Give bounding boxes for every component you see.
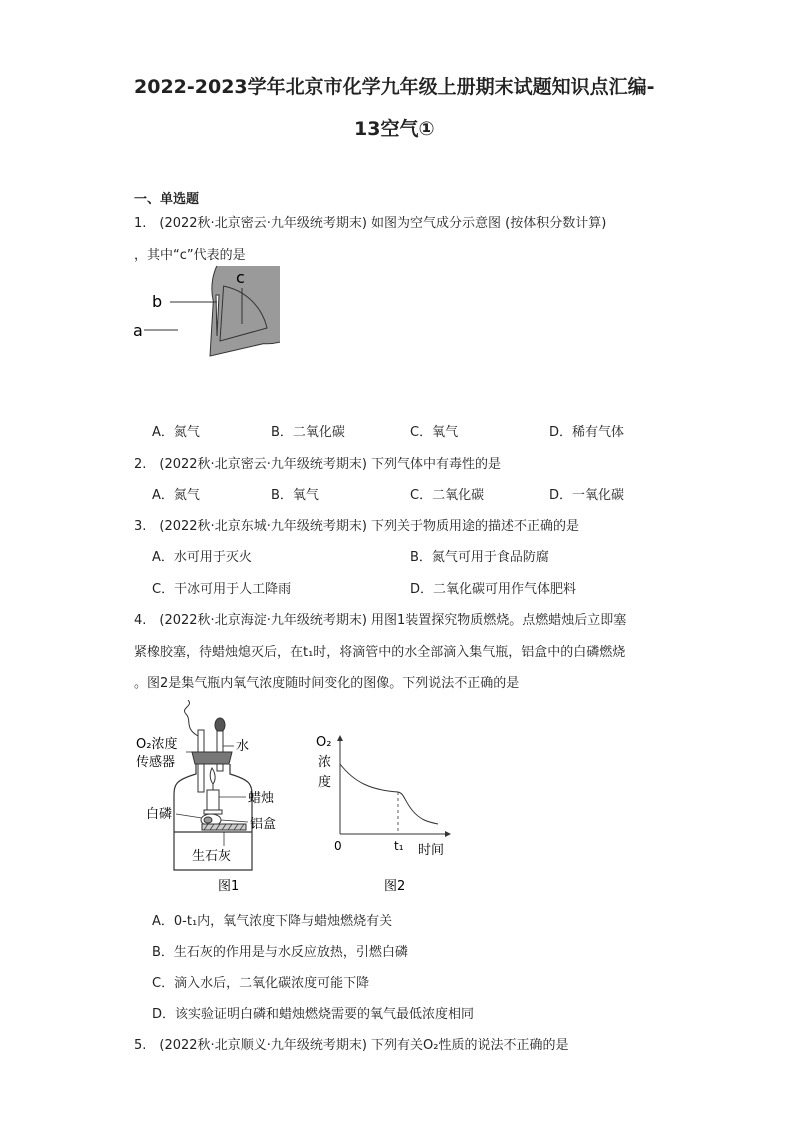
- y-label-du: 度: [318, 775, 332, 790]
- q2-option-a[interactable]: A．氮气: [152, 488, 200, 503]
- q4-option-d[interactable]: D．该实验证明白磷和蜡烛燃烧需要的氧气最低浓度相同: [152, 1007, 475, 1022]
- page-title-line1: 2022-2023学年北京市化学九年级上册期末试题知识点汇编-: [134, 76, 655, 98]
- page-title-line2: 13空气①: [354, 118, 435, 140]
- candle-base: [204, 810, 222, 814]
- q3-option-b[interactable]: B．氮气可用于食品防腐: [410, 550, 549, 565]
- q4-stem-line2: 紧橡胶塞，待蜡烛熄灭后，在t₁时，将滴管中的水全部滴入集气瓶，铝盒中的白磷燃烧: [134, 645, 626, 660]
- sensor-wire: [184, 700, 198, 736]
- q3-option-a[interactable]: A．水可用于灭火: [152, 550, 252, 565]
- label-sensor-line1: O₂浓度: [136, 737, 178, 752]
- dropper-bulb: [215, 718, 225, 732]
- q4-stem-line1: 4. (2022秋·北京海淀·九年级统考期末) 用图1装置探究物质燃烧。点燃蜡烛后立即塞: [134, 613, 627, 628]
- q4-option-b[interactable]: B．生石灰的作用是与水反应放热，引燃白磷: [152, 945, 408, 960]
- label-sensor-line2: 传感器: [136, 755, 176, 770]
- t1-label: t₁: [394, 839, 404, 853]
- q3-option-c[interactable]: C．干冰可用于人工降雨: [152, 582, 292, 597]
- q4-stem-line3: 。图2是集气瓶内氧气浓度随时间变化的图像。下列说法不正确的是: [134, 676, 520, 691]
- label-aluminium-box: 铝盒: [250, 817, 277, 832]
- pie-label-a: a: [133, 321, 143, 340]
- q1-stem-line1: 1. (2022秋·北京密云·九年级统考期末) 如图为空气成分示意图 (按体积分数计算): [134, 216, 607, 231]
- dropper-tube: [217, 731, 223, 771]
- q4-figure2-graph: [312, 730, 452, 896]
- q4-figure1-apparatus: [136, 700, 286, 898]
- q1-option-d[interactable]: D．稀有气体: [549, 425, 625, 440]
- q2-stem: 2. (2022秋·北京密云·九年级统考期末) 下列气体中有毒性的是: [134, 457, 502, 472]
- o2-concentration-curve: [340, 764, 438, 824]
- candle-body: [207, 790, 219, 810]
- q3-stem: 3. (2022秋·北京东城·九年级统考期末) 下列关于物质用途的描述不正确的是: [134, 519, 580, 534]
- label-quicklime: 生石灰: [192, 849, 232, 864]
- figure2-caption: 图2: [384, 879, 406, 894]
- q4-option-c[interactable]: C．滴入水后，二氧化碳浓度可能下降: [152, 976, 370, 991]
- y-label-nong: 浓: [318, 755, 332, 770]
- label-water: 水: [236, 739, 250, 754]
- q2-option-d[interactable]: D．一氧化碳: [549, 488, 625, 503]
- white-phosphorus: [204, 817, 212, 823]
- q4-option-a[interactable]: A．0-t₁内，氧气浓度下降与蜡烛燃烧有关: [152, 914, 393, 929]
- pie-label-b: b: [152, 292, 163, 311]
- leader-box: [221, 820, 248, 822]
- origin-label: 0: [334, 839, 342, 853]
- figure1-caption: 图1: [218, 879, 240, 894]
- q1-stem-line2: ，其中“c”代表的是: [134, 248, 246, 263]
- section-heading: 一、单选题: [134, 192, 200, 207]
- x-label-time: 时间: [418, 843, 445, 858]
- pie-label-c: c: [236, 268, 245, 287]
- leader-phosphorus: [176, 814, 202, 818]
- q1-option-c[interactable]: C．氧气: [410, 425, 459, 440]
- label-candle: 蜡烛: [248, 791, 275, 806]
- q2-option-b[interactable]: B．氧气: [271, 488, 319, 503]
- y-label-o2: O₂: [316, 735, 332, 750]
- q1-air-pie-figure: [130, 266, 280, 412]
- q3-option-d[interactable]: D．二氧化碳可用作气体肥料: [410, 582, 577, 597]
- q2-option-c[interactable]: C．二氧化碳: [410, 488, 485, 503]
- label-phosphorus: 白磷: [146, 807, 173, 822]
- rubber-stopper: [192, 752, 232, 764]
- candle-flame: [210, 768, 215, 784]
- q1-option-a[interactable]: A．氮气: [152, 425, 200, 440]
- q5-stem: 5. (2022秋·北京顺义·九年级统考期末) 下列有关O₂性质的说法不正确的是: [134, 1038, 569, 1053]
- q1-option-b[interactable]: B．二氧化碳: [271, 425, 345, 440]
